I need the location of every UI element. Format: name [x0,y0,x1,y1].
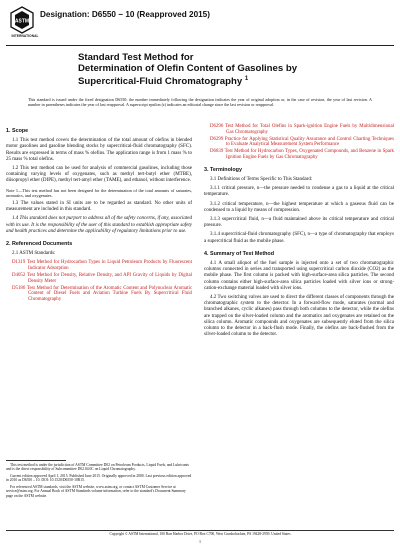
paragraph-3-1-3: 3.1.3 supercritical fluid, n—a fluid maintained above its critical temperature and critical pressure. [204,217,394,229]
footnote-2: For referenced ASTM standards, visit the ASTM website, www.astm.org, or contact ASTM Customer Service at service@astm.org. For Annual Book of ASTM Standards volume information, refer to the standard's Document Summary page on the ASTM website. [6,484,186,498]
paragraph-4-2: 4.2 Two switching valves are used to direct the different classes of components through the chromatographic system to the detector. In a forward-flow mode, saturates (normal and branched alkanes, cyclic alkanes) pass through both columns to the detector, while the olefins are trapped on the silver-loaded column and the aromatics and oxygenates are retained on the silica column. Aromatic compounds and oxygenates are subsequently eluted from the silica column to the detector in a back-flush mode. Finally, the olefins are back-flushed from the silver-loaded column to the detector. [204,295,394,338]
astm-logo-icon [10,6,34,34]
paragraph-1-1: 1.1 This test method covers the determination of the total amount of olefins in blended motor gasolines and gasoline blending stocks by supercritical-fluid chromatography (SFC). Results are expressed in terms of mass % olefins. The application range is from 1 mass % to 25 mass % total olefins. [6,138,192,162]
right-column [204,124,394,341]
paragraph-4-1: 4.1 A small aliquot of the fuel sample is injected onto a set of two chromatographic columns connected in series and transported using supercritical carbon dioxide (CO2) as the mobile phase. The first column is packed with high-surface-area silica particles. The second column contains either high-surface-area silica particles loaded with silver ions or strong-cation-exchange material loaded with silver ions. [204,261,394,291]
reference-link[interactable]: D5186 Test Method for Determination of the Aromatic Content and Polynuclear Aromatic Content of Diesel Fuels and Aviation Turbine Fuels By Supercritical Fluid Chromatography [12,285,193,303]
paragraph-3-1-2: 3.1.2 critical temperature, n—the highest temperature at which a gaseous fluid can be condensed to a liquid by means of compression. [204,201,394,213]
paragraph-3-1: 3.1 Definitions of Terms Specific to This Standard: [210,176,313,182]
title-line-3-text: Supercritical-Fluid Chromatography [78,76,243,88]
document-header [6,4,394,44]
footer-rule [6,530,394,531]
footnote-1: This test method is under the jurisdiction of ASTM Committee D02 on Petroleum Products, Liquid Fuels, and Lubricants and is the direct responsibility of Subcommittee D02.04.0C on Liquid Chromatography. [6,462,189,472]
paragraph-3-1-1: 3.1.1 critical pressure, n—the pressure needed to condense a gas to a liquid at the critical temperature. [204,186,394,198]
header-rule [6,45,394,46]
section-heading-terminology: 3. Terminology [204,166,242,173]
reference-link[interactable]: D6839 Test Method for Hydrocarbon Types, Oxygenated Compounds, and Benzene in Spark Ignition Engine Fuels by Gas Chromatography [210,149,395,160]
paragraph-1-3: 1.3 The values stated in SI units are to be regarded as standard. No other units of measurement are included in this standard. [6,201,192,213]
paragraph-3-1-4: 3.1.4 supercritical-fluid chromatography (SFC), n—a type of chromatography that employs a supercritical fluid as the mobile phase. [204,232,394,244]
copyright-footer: Copyright © ASTM International, 100 Barr Harbor Drive, PO Box C700, West Conshohocken, PA 19428-2959. United States [109,532,291,536]
title-line-1: Standard Test Method for [78,52,194,63]
page-number: 1 [199,539,201,544]
footnote-1b: Current edition approved April 1, 2015. Published June 2015. Originally approved in 2000. Last previous edition approved in 2010 as D6550 – 10. DOI: 10.1520/D6550-10R15. [6,473,192,483]
footnotes [6,460,192,500]
paragraph-1-2: 1.2 This test method can be used for analysis of commercial gasolines, including those containing varying levels of oxygenates, such as methyl tert-butyl ether (MTBE), diisopropyl ether (DIPE), methyl tert-amyl ether (TAME), and ethanol, without interference. [6,166,192,184]
logo-text: INTERNATIONAL [11,34,39,38]
footnote-rule [6,460,66,461]
left-column [6,122,192,304]
title-line-2: Determination of Olefin Content of Gasolines by [78,63,298,74]
section-heading-referenced-documents: 2. Referenced Documents [6,241,73,248]
title-line-3 [78,74,378,87]
note-1: Note 1—This test method has not been designed for the determination of the total amounts of saturates, aromatics, and oxygenates. [6,187,192,198]
reference-link[interactable]: D4052 Test Method for Density, Relative Density, and API Gravity of Liquids by Digital Density Meter [12,273,192,284]
section-heading-summary: 4. Summary of Test Method [204,250,274,257]
reference-link[interactable]: D6296 Test Method for Total Olefins in Spark-ignition Engine Fuels by Multidimensional Gas Chromatography [210,124,395,135]
astm-logo [10,6,39,38]
document-title [78,52,378,87]
designation: Designation: D6550 − 10 (Reapproved 2015) [40,10,210,19]
section-heading-scope: 1. Scope [6,128,29,134]
reference-link[interactable]: D6299 Practice for Applying Statistical Quality Assurance and Control Charting Techniques to Evaluate Analytical Measurement System Performance [210,136,394,148]
title-footnote-mark: 1 [244,76,249,82]
svg-text:ASTM: ASTM [14,18,30,25]
reference-link[interactable]: D1319 Test Method for Hydrocarbon Types in Liquid Petroleum Products by Fluorescent Indicator Adsorption [12,260,192,272]
standard-notice: This standard is issued under the fixed designation D6550; the number immediately following the designation indicates the year of original adoption or, in the case of revision, the year of last revision. A number in parentheses indicates the year of last reapproval. A superscript epsilon (ε) indicates an editorial change since the last revision or reapproval. [28,97,372,107]
paragraph-2-1: 2.1 ASTM Standards: [12,251,56,257]
paragraph-1-4: 1.4 This standard does not purport to address all of the safety concerns, if any, associated with its use. It is the responsibility of the user of this standard to establish appropriate safety and health practices and determine the applicability of regulatory limitations prior to use. [6,216,192,234]
